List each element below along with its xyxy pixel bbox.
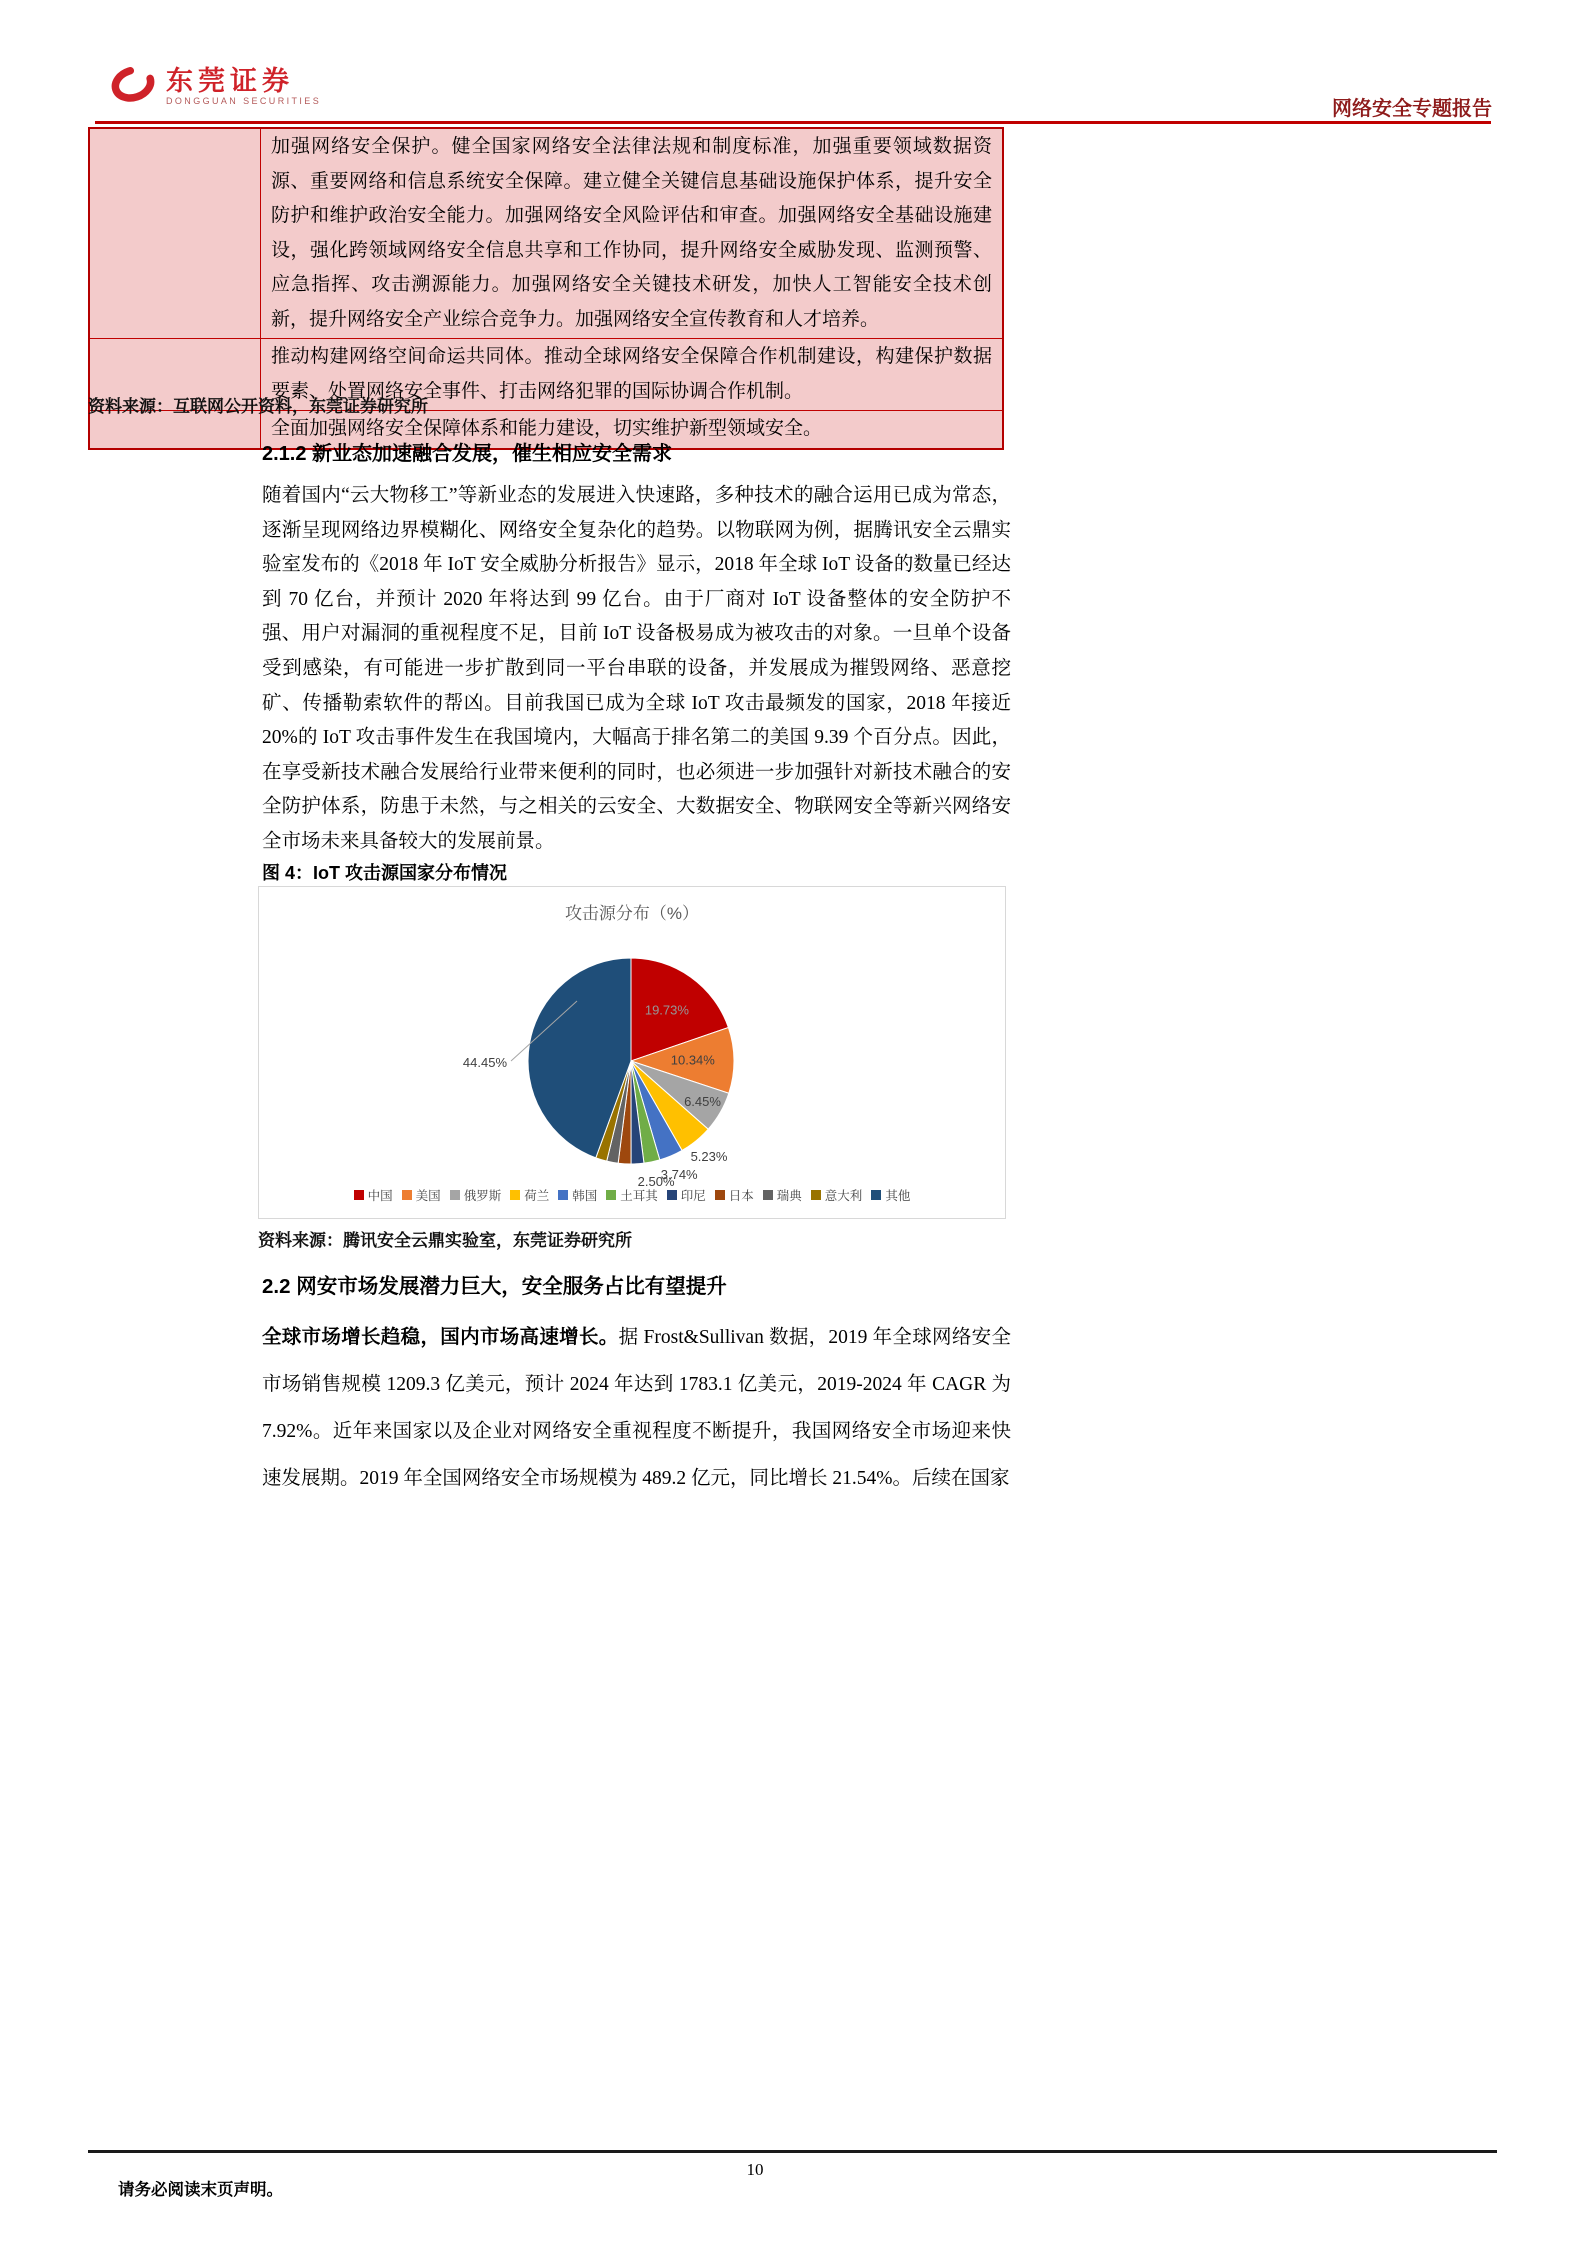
legend-item-韩国 xyxy=(558,1186,597,1204)
legend-swatch-icon xyxy=(667,1190,677,1200)
pie-label-土耳其: 2.50% xyxy=(637,1174,675,1189)
pie-label-美国: 10.34% xyxy=(670,1052,715,1068)
legend-label: 其他 xyxy=(885,1189,911,1203)
pie-label-韩国: 3.74% xyxy=(660,1166,698,1182)
header-divider xyxy=(95,121,1491,124)
legend-label: 印尼 xyxy=(680,1189,706,1203)
policy-table-text-cell: 全面加强网络安全保障体系和能力建设，切实维护新型领域安全。 xyxy=(261,411,1004,449)
table-row xyxy=(89,128,1003,339)
section-2-1-2-heading: 2.1.2 新业态加速融合发展，催生相应安全需求 xyxy=(262,443,673,465)
legend-label: 荷兰 xyxy=(524,1189,550,1203)
legend-item-俄罗斯 xyxy=(450,1186,502,1204)
legend-label: 韩国 xyxy=(572,1189,598,1203)
paragraph-bold-lead: 全球市场增长趋稳，国内市场高速增长。 xyxy=(262,1326,619,1348)
figure-4-caption: 图 4：IoT 攻击源国家分布情况 xyxy=(262,863,508,883)
legend-swatch-icon xyxy=(402,1190,412,1200)
logo-subtitle: DONGGUAN SECURITIES xyxy=(166,96,322,106)
legend-item-印尼 xyxy=(667,1186,706,1204)
legend-swatch-icon xyxy=(763,1190,773,1200)
legend-label: 美国 xyxy=(415,1189,441,1203)
legend-item-意大利 xyxy=(811,1186,863,1204)
legend-swatch-icon xyxy=(558,1190,568,1200)
legend-item-其他 xyxy=(871,1186,910,1204)
logo-title: 东莞证券 xyxy=(166,66,294,96)
figure-4-chart xyxy=(258,886,1006,1219)
legend-label: 日本 xyxy=(728,1189,754,1203)
chart-title: 攻击源分布（%） xyxy=(564,904,700,923)
legend-swatch-icon xyxy=(606,1190,616,1200)
legend-swatch-icon xyxy=(715,1190,725,1200)
section-2-2-paragraph xyxy=(262,1314,1011,1502)
report-type-title: 网络安全专题报告 xyxy=(1332,98,1492,120)
legend-label: 土耳其 xyxy=(620,1189,658,1203)
legend-item-荷兰 xyxy=(510,1186,549,1204)
legend-swatch-icon xyxy=(811,1190,821,1200)
legend-item-美国 xyxy=(402,1186,441,1204)
policy-table-left-cell xyxy=(89,128,261,339)
pie-label-荷兰: 5.23% xyxy=(690,1148,728,1164)
footer-disclaimer: 请务必阅读末页声明。 xyxy=(118,2181,283,2199)
legend-label: 瑞典 xyxy=(776,1189,802,1203)
chart-legend xyxy=(259,1186,1005,1204)
policy-table-text-cell: 加强网络安全保护。健全国家网络安全法律法规和制度标准，加强重要领域数据资源、重要网络和信息系统安全保障。建立健全关键信息基础设施保护体系，提升安全防护和维护政治安全能力。加强网络安全风险评估和审查。加强网络安全基础设施建设，强化跨领域网络安全信息共享和工作协同，提升网络安全威胁发现、监测预警、应急指挥、攻击溯源能力。加强网络安全关键技术研发，加快人工智能安全技术创新，提升网络安全产业综合竞争力。加强网络安全宣传教育和人才培养。 xyxy=(261,128,1004,339)
paragraph-body: 据 Frost&Sullivan 数据，2019 年全球网络安全市场销售规模 1209.3 亿美元，预计 2024 年达到 1783.1 亿美元，2019-2024 年 CAGR 为 7.92%。近年来国家以及企业对网络安全重视程度不断提升，我国网络安全市场迎来快速发展期。2019 年全国网络安全市场规模为 489.2 亿元，同比增长 21.54%。后续在国家 xyxy=(262,1327,1011,1489)
logo-swoosh-icon xyxy=(110,62,156,111)
legend-item-日本 xyxy=(715,1186,754,1204)
section-2-2-heading: 2.2 网安市场发展潜力巨大，安全服务占比有望提升 xyxy=(262,1275,727,1298)
legend-item-中国 xyxy=(354,1186,393,1204)
footer-divider xyxy=(88,2150,1497,2153)
legend-swatch-icon xyxy=(510,1190,520,1200)
pie-label-中国: 19.73% xyxy=(644,1002,689,1018)
company-logo xyxy=(110,62,321,111)
section-2-1-2-paragraph: 随着国内“云大物移工”等新业态的发展进入快速路，多种技术的融合运用已成为常态，逐渐呈现网络边界模糊化、网络安全复杂化的趋势。以物联网为例，据腾讯安全云鼎实验室发布的《2018 年 IoT 安全威胁分析报告》显示，2018 年全球 IoT 设备的数量已经达到 70 亿台，并预计 2020 年将达到 99 亿台。由于厂商对 IoT 设备整体的安全防护不强、用户对漏洞的重视程度不足，目前 IoT 设备极易成为被攻击的对象。一旦单个设备受到感染，有可能进一步扩散到同一平台串联的设备，并发展成为摧毁网络、恶意挖矿、传播勒索软件的帮凶。目前我国已成为全球 IoT 攻击最频发的国家，2018 年接近 20%的 IoT 攻击事件发生在我国境内，大幅高于排名第二的美国 9.39 个百分点。因此，在享受新技术融合发展给行业带来便利的同时，也必须进一步加强针对新技术融合的安全防护体系，防患于未然，与之相关的云安全、大数据安全、物联网安全等新兴网络安全市场未来具备较大的发展前景。 xyxy=(262,485,1011,852)
pie-label-俄罗斯: 6.45% xyxy=(684,1094,721,1109)
page-number: 10 xyxy=(746,2160,764,2179)
legend-swatch-icon xyxy=(871,1190,881,1200)
policy-table-text-cell: 推动构建网络空间命运共同体。推动全球网络安全保障合作机制建设，构建保护数据要素、处置网络安全事件、打击网络犯罪的国际协调合作机制。 xyxy=(261,339,1004,411)
legend-label: 俄罗斯 xyxy=(463,1189,502,1203)
table-source-note: 资料来源：互联网公开资料，东莞证券研究所 xyxy=(88,397,428,416)
figure-source-note: 资料来源：腾讯安全云鼎实验室，东莞证券研究所 xyxy=(258,1231,632,1250)
pie-label-其他: 44.45% xyxy=(462,1055,507,1070)
legend-label: 中国 xyxy=(367,1189,393,1203)
legend-item-土耳其 xyxy=(606,1186,658,1204)
legend-swatch-icon xyxy=(354,1190,364,1200)
legend-item-瑞典 xyxy=(763,1186,802,1204)
legend-swatch-icon xyxy=(450,1190,460,1200)
pie-chart xyxy=(259,887,1005,1218)
legend-label: 意大利 xyxy=(824,1189,863,1203)
